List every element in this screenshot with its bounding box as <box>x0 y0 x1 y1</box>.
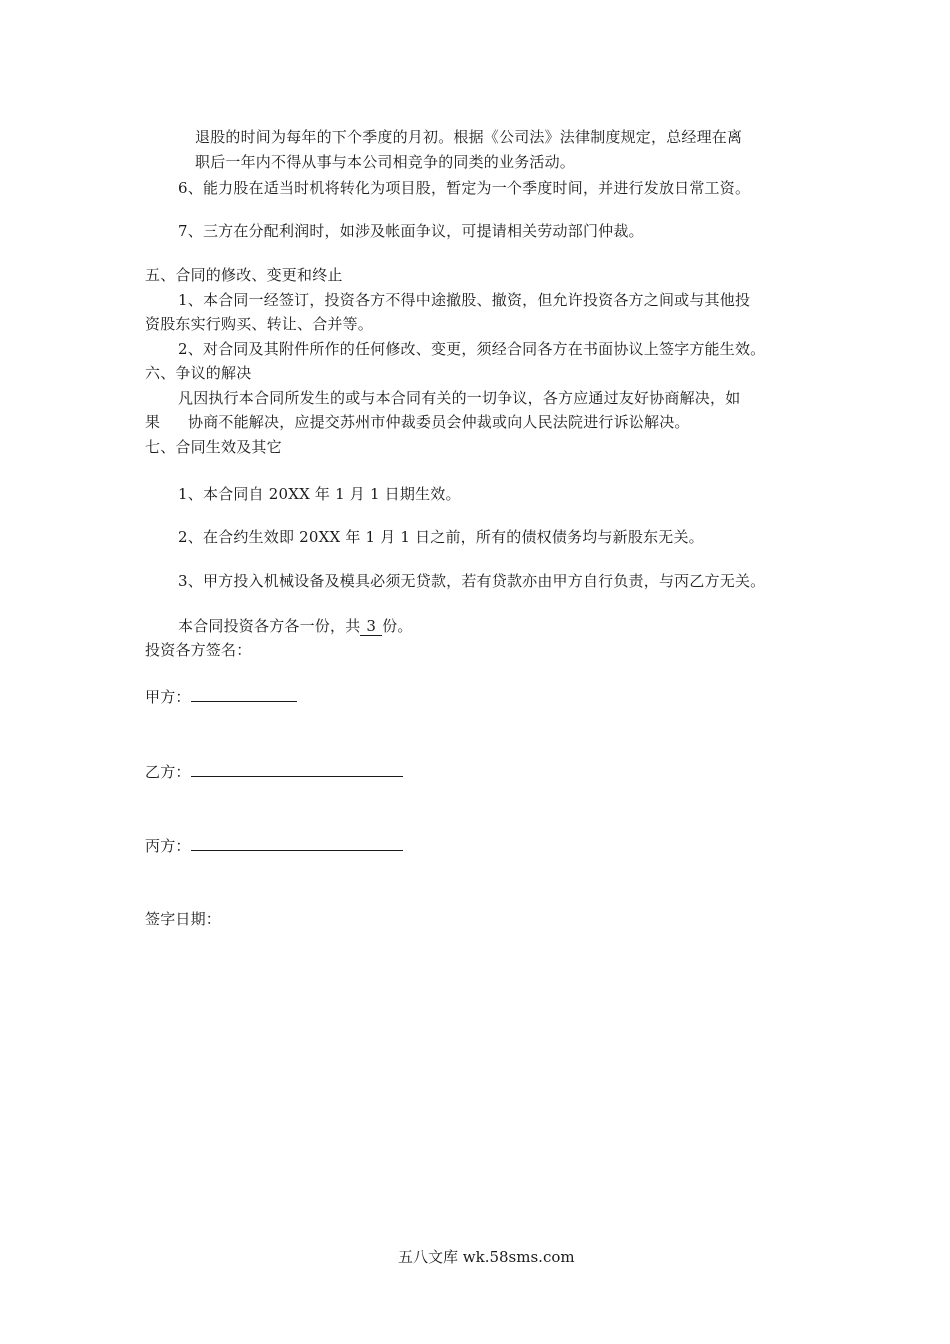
section-heading-7: 七、合同生效及其它 <box>145 438 282 456</box>
paragraph-line: 职后一年内不得从事与本公司相竞争的同类的业务活动。 <box>195 153 576 171</box>
party-b-blank <box>191 760 403 777</box>
signatures-heading: 投资各方签名： <box>145 641 252 659</box>
signature-line-a <box>145 685 297 707</box>
paragraph-line: 协商不能解决，应提交苏州市仲裁委员会仲裁或向人民法院进行诉讼解决。 <box>188 413 690 431</box>
signature-line-b <box>145 760 403 782</box>
party-b-label: 乙方： <box>145 763 191 781</box>
party-c-label: 丙方： <box>145 837 191 855</box>
paragraph-line: 资股东实行购买、转让、合并等。 <box>145 315 374 333</box>
copies-statement <box>178 616 413 636</box>
section-heading-5: 五、合同的修改、变更和终止 <box>145 266 343 284</box>
clause-7-1: 1、本合同自 20XX 年 1 月 1 日期生效。 <box>178 485 461 503</box>
clause-7: 7、三方在分配利润时，如涉及帐面争议，可提请相关劳动部门仲裁。 <box>178 222 644 240</box>
signature-line-c <box>145 834 403 856</box>
section-heading-6: 六、争议的解决 <box>145 364 252 382</box>
clause-7-3: 3、甲方投入机械设备及模具必须无贷款，若有贷款亦由甲方自行负责，与丙乙方无关。 <box>178 572 766 590</box>
paragraph-line: 果 <box>145 413 161 431</box>
signature-date-label: 签字日期： <box>145 910 222 928</box>
copies-text-before: 本合同投资各方各一份，共 <box>178 617 361 635</box>
clause-5-1: 1、本合同一经签订，投资各方不得中途撤股、撤资，但允许投资各方之间或与其他投 <box>178 291 751 309</box>
party-a-blank <box>191 685 297 702</box>
footer-watermark: 五八文库 wk.58sms.com <box>398 1248 575 1266</box>
party-c-blank <box>191 834 403 851</box>
copies-text-after: 份。 <box>382 617 413 635</box>
clause-7-2: 2、在合约生效即 20XX 年 1 月 1 日之前，所有的债权债务均与新股东无关。 <box>178 528 704 546</box>
clause-6: 6、能力股在适当时机将转化为项目股，暂定为一个季度时间，并进行发放日常工资。 <box>178 179 751 197</box>
paragraph-line: 凡因执行本合同所发生的或与本合同有关的一切争议，各方应通过友好协商解决，如 <box>178 389 741 407</box>
paragraph-line: 退股的时间为每年的下个季度的月初。根据《公司法》法律制度规定，总经理在离 <box>195 128 743 146</box>
party-a-label: 甲方： <box>145 688 191 706</box>
clause-5-2: 2、对合同及其附件所作的任何修改、变更，须经合同各方在书面协议上签字方能生效。 <box>178 340 766 358</box>
copies-count: 3 <box>360 617 382 636</box>
